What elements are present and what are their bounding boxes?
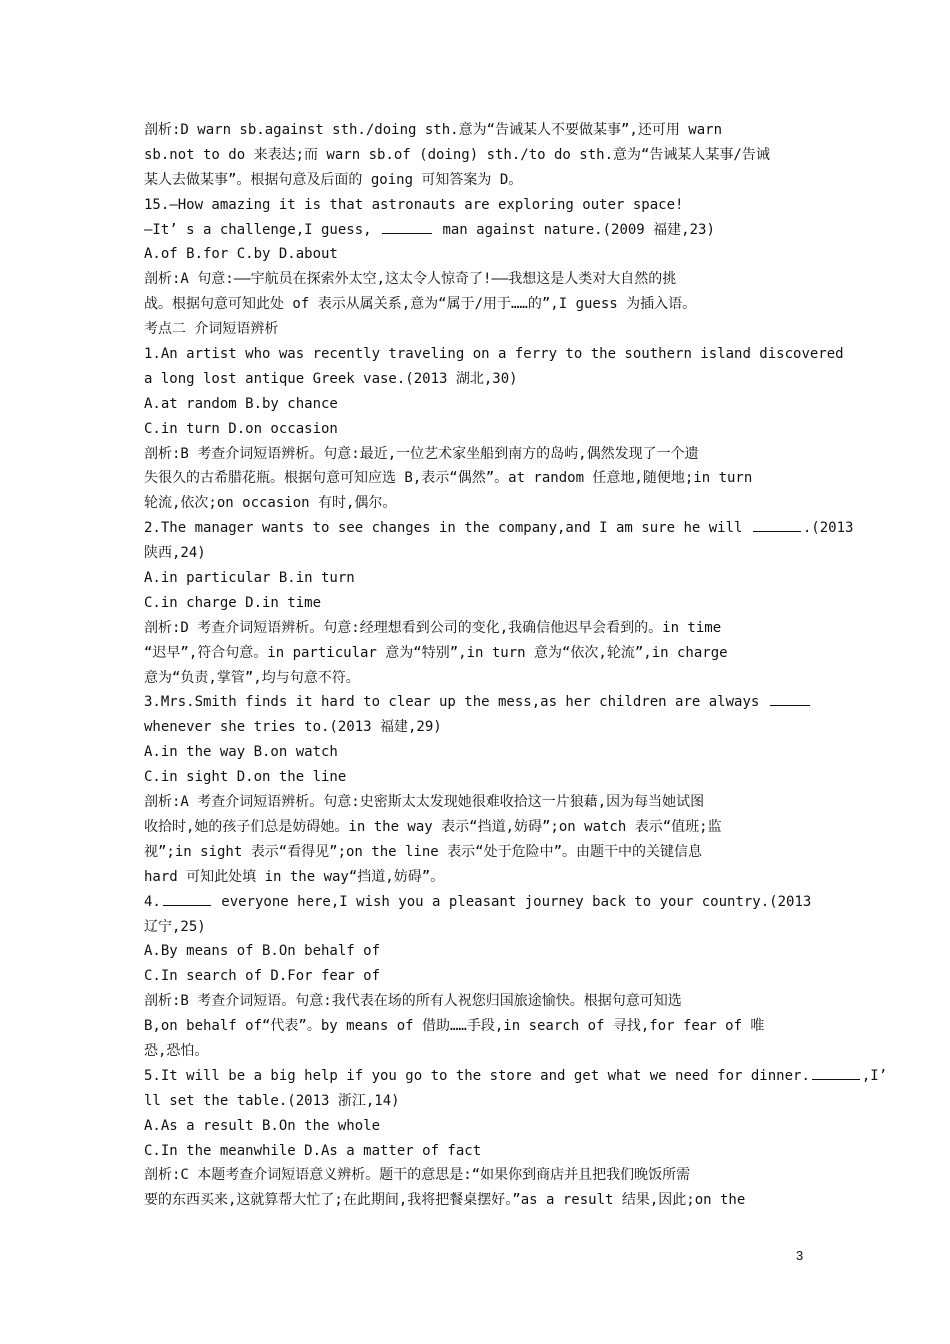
question-line [144,1064,888,1089]
text-line: hard 可知此处填 in the way“挡道,妨碍”。 [144,868,445,885]
text-line: 收拾时,她的孩子们总是妨碍她。in the way 表示“挡道,妨碍”;on watch 表示“值班;监 [144,818,722,835]
text-line: C.In the meanwhile D.As a matter of fact [144,1142,482,1159]
text-line: 剖析:A 考查介词短语辨析。句意:史密斯太太发现她很难收拾这一片狼藉,因为每当她试图 [144,794,705,811]
text-line: 1.An artist who was recently traveling on a ferry to the southern island discovered [144,346,844,363]
text-line: “迟早”,符合句意。in particular 意为“特别”,in turn 意为“依次,轮流”,in charge [144,644,728,661]
text-line: C.in charge D.in time [144,594,322,611]
question-line [144,516,854,541]
text-line: 剖析:B 考查介词短语辨析。句意:最近,一位艺术家坐船到南方的岛屿,偶然发现了一个遗 [144,445,699,462]
text-line: 剖析:D 考查介词短语辨析。句意:经理想看到公司的变化,我确信他迟早会看到的。in time [144,619,722,636]
text-line: C.in turn D.on occasion [144,420,338,437]
text-segment: ,I’ [861,1067,888,1084]
text-line: 意为“负责,掌管”,均与句意不符。 [144,669,360,686]
text-segment: .(2013 [802,520,854,537]
text-line: 辽宁,25) [144,918,206,935]
text-line: A.at random B.by chance [144,395,338,412]
text-line: sb.not to do 来表达;而 warn sb.of (doing) sth./to do sth.意为“告诫某人某事/告诫 [144,146,770,163]
text-line: 战。根据句意可知此处 of 表示从属关系,意为“属于/用于……的”,I guess 为插入语。 [144,296,697,313]
answer-blank [812,1067,860,1080]
text-line: 轮流,依次;on occasion 有时,偶尔。 [144,495,397,512]
question-line [144,890,812,915]
text-line: A.of B.for C.by D.about [144,246,338,263]
text-line: 失很久的古希腊花瓶。根据句意可知应选 B,表示“偶然”。at random 任意地,随便地;in turn [144,470,753,487]
text-line: 15.—How amazing it is that astronauts are exploring outer space! [144,196,684,213]
answer-blank [770,693,810,706]
text-line: 剖析:D warn sb.against sth./doing sth.意为“告诫某人不要做某事”,还可用 warn [144,122,723,138]
text-line: 要的东西买来,这就算帮大忙了;在此期间,我将把餐桌摆好。”as a result 结果,因此;on the [144,1192,746,1209]
text-line: 剖析:C 本题考查介词短语意义辨析。题干的意思是:“如果你到商店并且把我们晚饭所需 [144,1167,691,1184]
text-segment: everyone here,I wish you a pleasant journey back to your country.(2013 [212,893,812,910]
text-line: whenever she tries to.(2013 福建,29) [144,719,442,736]
answer-blank [163,893,211,906]
text-segment: 3.Mrs.Smith finds it hard to clear up the mess,as her children are always [144,694,768,711]
text-line: C.in sight D.on the line [144,769,347,786]
answer-blank [382,221,432,234]
text-line: B,on behalf of“代表”。by means of 借助……手段,in search of 寻找,for fear of 唯 [144,1018,765,1035]
text-segment: 5.It will be a big help if you go to the store and get what we need for dinner. [144,1067,810,1084]
text-line: A.in the way B.on watch [144,744,338,761]
text-segment: 4. [144,893,161,910]
text-line: 某人去做某事”。根据句意及后面的 going 可知答案为 D。 [144,171,523,188]
text-line: A.in particular B.in turn [144,570,355,587]
text-line: 剖析:A 句意:——宇航员在探索外太空,这太令人惊奇了!——我想这是人类对大自然的挑 [144,271,677,288]
page-number: 3 [796,1248,804,1263]
section-heading: 考点二 介词短语辨析 [144,321,279,338]
text-line: A.By means of B.On behalf of [144,943,381,960]
question-line [144,218,808,243]
text-line: 陕西,24) [144,545,206,562]
question-line [144,690,808,715]
answer-blank [753,519,801,532]
document-body [144,118,888,1213]
text-line: C.In search of D.For fear of [144,968,381,985]
text-line: A.As a result B.On the whole [144,1117,381,1134]
text-line: ll set the table.(2013 浙江,14) [144,1092,400,1109]
text-line: 恐,恐怕。 [144,1042,209,1059]
text-segment: —It’ s a challenge,I guess, [144,221,381,238]
text-line: 视”;in sight 表示“看得见”;on the line 表示“处于危险中”。由题干中的关键信息 [144,843,703,860]
text-line: 剖析:B 考查介词短语。句意:我代表在场的所有人祝您归国旅途愉快。根据句意可知选 [144,993,682,1010]
text-line: a long lost antique Greek vase.(2013 湖北,30) [144,370,518,387]
text-segment: man against nature.(2009 福建,23) [434,221,715,238]
text-segment: 2.The manager wants to see changes in the company,and I am sure he will [144,520,751,537]
